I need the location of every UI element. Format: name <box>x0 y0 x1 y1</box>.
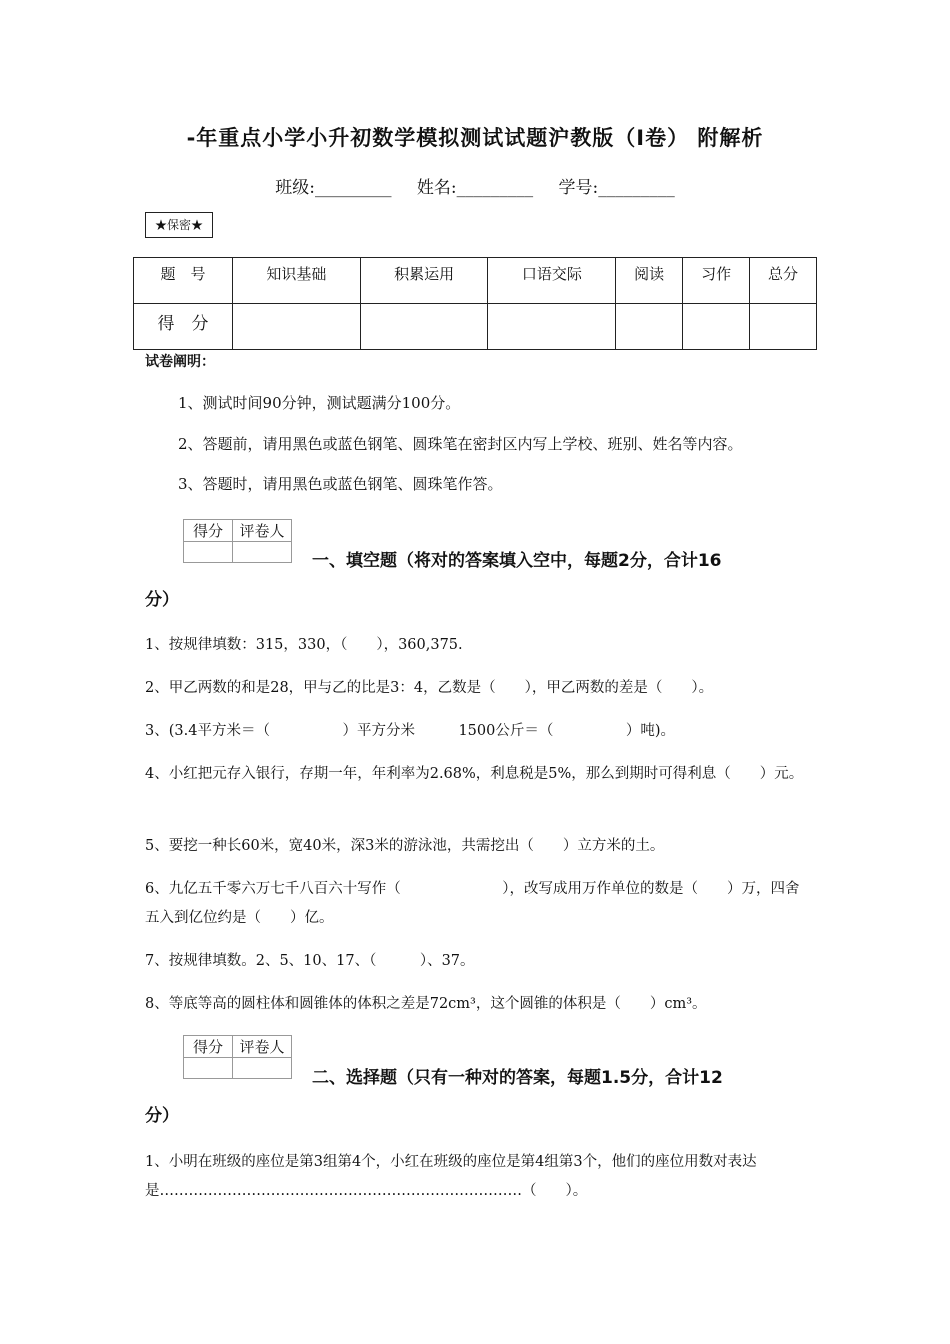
section-title-tail: 分） <box>145 590 179 610</box>
instruction-item: 3、答题时，请用黑色或蓝色钢笔、圆珠笔作答。 <box>178 475 503 493</box>
score-cell <box>233 304 361 350</box>
confidential-stamp: ★保密★ <box>145 212 213 238</box>
score-header-cell: 习作 <box>683 258 750 304</box>
score-header-cell: 积累运用 <box>360 258 488 304</box>
question-item: 1、按规律填数：315，330，（ ），360,375. <box>145 637 463 653</box>
grader-reviewer-cell <box>233 542 292 563</box>
score-cell <box>616 304 683 350</box>
question-item: 2、甲乙两数的和是28，甲与乙的比是3：4，乙数是（ ），甲乙两数的差是（ ）。 <box>145 680 714 696</box>
grader-reviewer-label: 评卷人 <box>233 1036 292 1058</box>
class-field: 班级:_________ <box>275 178 392 198</box>
question-item: 7、按规律填数。2、5、10、17、（ ）、37。 <box>145 953 475 969</box>
question-item: 5、要挖一种长60米，宽40米，深3米的游泳池，共需挖出（ ）立方米的土。 <box>145 838 665 854</box>
section-title: 一、填空题（将对的答案填入空中，每题2分，合计16 <box>312 551 722 571</box>
score-header-cell: 知识基础 <box>233 258 361 304</box>
question-item: 6、九亿五千零六万七千八百六十写作（ ），改写成用万作单位的数是（ ）万，四舍五入到亿位约是（ ）亿。 <box>145 881 800 926</box>
score-cell <box>488 304 616 350</box>
grader-score-label: 得分 <box>184 520 233 542</box>
score-header-cell: 阅读 <box>616 258 683 304</box>
score-header-cell: 口语交际 <box>488 258 616 304</box>
grader-score-label: 得分 <box>184 1036 233 1058</box>
instructions-heading: 试卷阐明： <box>145 354 215 370</box>
score-table-score-row <box>134 304 817 350</box>
score-cell <box>360 304 488 350</box>
question-item: 3、(3.4平方米＝（ ）平方分米 1500公斤＝（ ）吨)。 <box>145 723 675 739</box>
score-table <box>133 257 817 350</box>
page-title: -年重点小学小升初数学模拟测试试题沪教版（I卷） 附解析 <box>186 126 764 150</box>
student-info-line <box>0 173 950 198</box>
grader-box <box>183 519 292 563</box>
question-item: 8、等底等高的圆柱体和圆锥体的体积之差是72cm³，这个圆锥的体积是（ ）cm³。 <box>145 996 707 1012</box>
grader-reviewer-cell <box>233 1058 292 1079</box>
question-item: 1、小明在班级的座位是第3组第4个，小红在班级的座位是第4组第3个，他们的座位用数对表达是…………………………………………………………………（ ）。 <box>145 1154 757 1199</box>
score-table-header-row <box>134 258 817 304</box>
score-cell <box>683 304 750 350</box>
question-item: 4、小红把元存入银行，存期一年，年利率为2.68%，利息税是5%，那么到期时可得利息（ ）元。 <box>145 766 804 782</box>
section-title: 二、选择题（只有一种对的答案，每题1.5分，合计12 <box>312 1068 723 1088</box>
section-title-tail: 分） <box>145 1106 179 1126</box>
name-field: 姓名:_________ <box>416 178 534 198</box>
score-header-cell: 总分 <box>750 258 817 304</box>
grader-score-cell <box>184 1058 233 1079</box>
instruction-item: 1、测试时间90分钟，测试题满分100分。 <box>178 394 461 412</box>
grader-reviewer-label: 评卷人 <box>233 520 292 542</box>
grader-box <box>183 1035 292 1079</box>
student-id-field: 学号:_________ <box>558 178 675 198</box>
grader-score-cell <box>184 542 233 563</box>
score-header-cell: 题 号 <box>134 258 233 304</box>
score-cell <box>750 304 817 350</box>
score-row-label: 得 分 <box>134 304 233 350</box>
instruction-item: 2、答题前，请用黑色或蓝色钢笔、圆珠笔在密封区内写上学校、班别、姓名等内容。 <box>178 435 743 453</box>
